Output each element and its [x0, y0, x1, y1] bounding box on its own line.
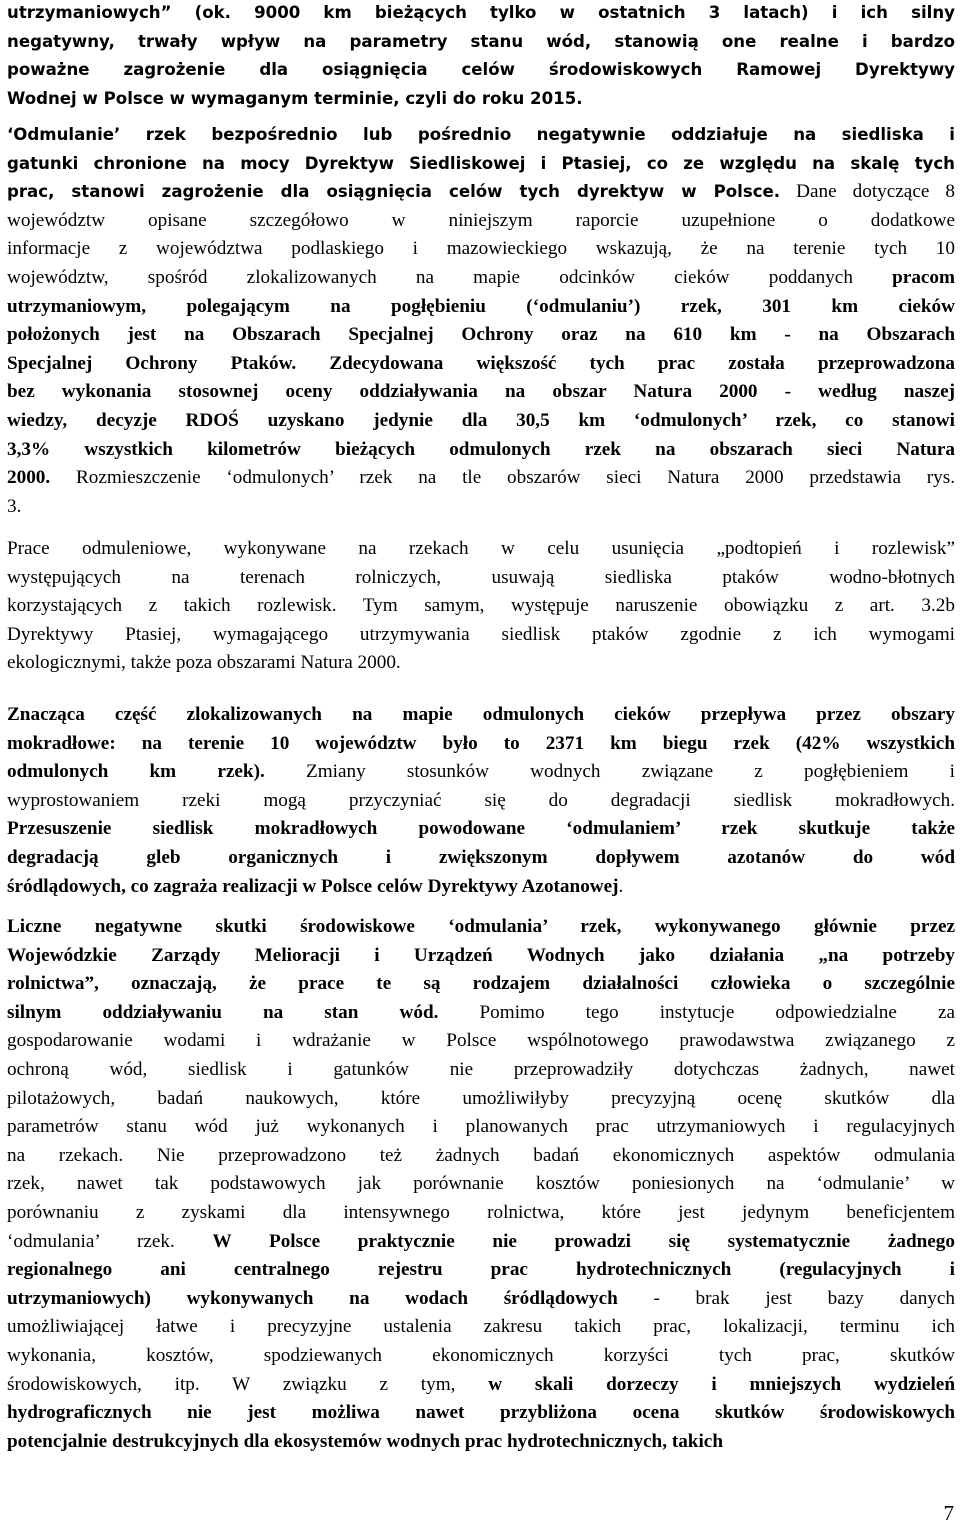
- text-run: poważne zagrożenie dla osiągnięcia celów środowiskowych Ramowej Dyrektywy: [7, 60, 955, 80]
- text-line: [7, 592, 955, 621]
- page-number: 7: [943, 1501, 954, 1525]
- text-run: gatunki chronione na mocy Dyrektyw Siedliskowej i Ptasiej, co ze względu na skalę tych: [7, 153, 955, 173]
- text-line: [7, 1113, 955, 1142]
- text-run: rzek, nawet tak podstawowych jak porównanie kosztów poniesionych na ‘odmulanie’ w: [7, 1173, 955, 1195]
- text-line: [7, 942, 955, 971]
- text-run: potencjalnie destrukcyjnych dla ekosystemów wodnych prac hydrotechnicznych, takich: [7, 1430, 723, 1452]
- text-run: umożliwiającej łatwe i precyzyjne ustalenia zakresu takich prac, lokalizacji, terminu ich: [7, 1316, 955, 1338]
- text-line: [7, 178, 955, 207]
- text-line: [7, 758, 955, 787]
- text-line: [7, 85, 955, 114]
- text-run: odmulonych km rzek).: [7, 761, 265, 783]
- text-run: na rzekach. Nie przeprowadzono też żadnych badań ekonomicznych aspektów odmulania: [7, 1144, 955, 1166]
- text-run: Prace odmuleniowe, wykonywane na rzekach w celu usunięcia „podtopień i rozlewisk”: [7, 538, 955, 559]
- text-run: ochroną wód, siedlisk i gatunków nie przeprowadziły dotychczas żadnych, nawet: [7, 1059, 955, 1080]
- text-line: [7, 844, 955, 873]
- text-line: [7, 621, 955, 650]
- text-line: [7, 1027, 955, 1056]
- text-run: bez wykonania stosownej oceny oddziaływania na obszar Natura 2000 - według naszej: [7, 381, 955, 403]
- text-run: silnym oddziaływaniu na stan wód.: [7, 1001, 439, 1023]
- text-line: [7, 1228, 955, 1257]
- text-line: [7, 436, 955, 465]
- text-line: [7, 1170, 955, 1199]
- text-run: Wojewódzkie Zarządy Melioracji i Urządzeń Wodnych jako działania „na potrzeby: [7, 944, 955, 966]
- text-run: Dyrektywy Ptasiej, wymagającego utrzymywania siedlisk ptaków zgodnie z ich wymogami: [7, 623, 955, 645]
- text-run: hydrograficznych nie jest możliwa nawet przybliżona ocena skutków środowiskowych: [7, 1402, 955, 1424]
- text-run: regionalnego ani centralnego rejestru prac hydrotechnicznych (regulacyjnych i: [7, 1259, 955, 1281]
- text-line: [7, 293, 955, 322]
- text-run: pracom: [892, 267, 955, 288]
- text-run: W Polsce praktycznie nie prowadzi się systematycznie żadnego: [212, 1230, 955, 1252]
- text-run: ‘Odmulanie’ rzek bezpośrednio lub pośrednio negatywnie oddziałuje na siedliska i: [7, 125, 955, 144]
- text-line: [7, 407, 955, 436]
- text-run: parametrów stanu wód już wykonanych i planowanych prac utrzymaniowych i regulacyjnych: [7, 1116, 955, 1138]
- text-line: [7, 121, 955, 150]
- text-line: [7, 0, 955, 28]
- text-line: [7, 464, 955, 493]
- text-run: w skali dorzeczy i mniejszych wydzieleń: [488, 1373, 955, 1395]
- text-run: wiedzy, decyzje RDOŚ uzyskano jedynie dla 30,5 km ‘odmulonych’ rzek, co stanowi: [7, 410, 955, 431]
- text-run: porównaniu z zyskami dla intensywnego rolnictwa, które jest jedynym beneficjentem: [7, 1202, 955, 1223]
- text-run: pilotażowych, badań naukowych, które umożliwiłyby precyzyjną ocenę skutków dla: [7, 1087, 955, 1109]
- text-line: [7, 1399, 955, 1428]
- text-line: [7, 1199, 955, 1228]
- text-run: Specjalnej Ochrony Ptaków.: [7, 352, 297, 374]
- text-run: Zmiany stosunków wodnych związane z pogłębieniem i: [264, 761, 955, 783]
- text-line: [7, 730, 955, 759]
- text-line: [7, 535, 955, 564]
- text-run: województw opisane szczegółowo w niniejszym raporcie uzupełnione o dodatkowe: [7, 209, 955, 231]
- text-line: [7, 787, 955, 816]
- text-run: rolnictwa”, oznaczają, że prace te są rodzajem działalności człowieka o szczególnie: [7, 973, 955, 995]
- text-line: [7, 1285, 955, 1314]
- text-run: Znacząca część zlokalizowanych na mapie odmulonych cieków przepływa przez obszary: [7, 704, 955, 725]
- text-line: [7, 493, 955, 522]
- text-run: negatywny, trwały wpływ na parametry stanu wód, stanowią one realne i bardzo: [7, 31, 955, 51]
- text-run: śródlądowych, co zagraża realizacji w Polsce celów Dyrektywy Azotanowej: [7, 875, 619, 897]
- text-run: ‘odmulania’ rzek.: [7, 1230, 213, 1252]
- text-line: [7, 1056, 955, 1085]
- text-line: [7, 1142, 955, 1171]
- text-line: [7, 28, 955, 57]
- text-line: [7, 235, 955, 264]
- text-line: [7, 207, 955, 236]
- text-run: 2000.: [7, 467, 51, 489]
- text-run: gospodarowanie wodami i wdrażanie w Polsce wspólnotowego prawodawstwa związanego z: [7, 1030, 955, 1052]
- text-line: [7, 378, 955, 407]
- text-run: 3.: [7, 495, 22, 517]
- text-run: informacje z województwa podlaskiego i mazowieckiego wskazują, że na terenie tych 10: [7, 238, 955, 260]
- text-line: [7, 264, 955, 293]
- text-line: [7, 1371, 955, 1400]
- text-line: [7, 649, 955, 678]
- text-run: położonych jest na Obszarach Specjalnej Ochrony oraz na 610 km - na Obszarach: [7, 324, 955, 346]
- text-line: [7, 815, 955, 844]
- text-run: mokradłowe: na terenie 10 województw było to 2371 km biegu rzek (42% wszystkich: [7, 732, 955, 754]
- text-run: występujących na terenach rolniczych, usuwają siedliska ptaków wodno-błotnych: [7, 566, 955, 588]
- text-run: degradacją gleb organicznych i zwiększonym dopływem azotanów do wód: [7, 847, 955, 868]
- text-run: 3,3% wszystkich kilometrów bieżących odmulonych rzek na obszarach sieci Natura: [7, 438, 955, 460]
- text-line: [7, 913, 955, 942]
- text-run: Przesuszenie siedlisk mokradłowych powodowane ‘odmulaniem’ rzek skutkuje także: [7, 818, 955, 840]
- text-line: [7, 1313, 955, 1342]
- text-line: [7, 873, 955, 902]
- text-line: [7, 1342, 955, 1371]
- text-line: [7, 701, 955, 730]
- text-run: utrzymaniowych) wykonywanych na wodach śródlądowych: [7, 1287, 618, 1309]
- text-run: wyprostowaniem rzeki mogą przyczyniać się do degradacji siedlisk mokradłowych.: [7, 789, 955, 811]
- text-line: [7, 1085, 955, 1114]
- text-line: [7, 1256, 955, 1285]
- text-run: - brak jest bazy danych: [617, 1287, 955, 1309]
- text-line: [7, 150, 955, 179]
- text-run: Zdecydowana większość tych prac została przeprowadzona: [296, 352, 955, 374]
- text-run: Dane dotyczące 8: [780, 181, 955, 203]
- text-run: korzystających z takich rozlewisk. Tym samym, występuje naruszenie obowiązku z art. 3.2b: [7, 595, 955, 617]
- text-run: ekologicznymi, także poza obszarami Natura 2000.: [7, 652, 401, 674]
- text-line: [7, 56, 955, 85]
- text-run: Rozmieszczenie ‘odmulonych’ rzek na tle obszarów sieci Natura 2000 przedstawia rys.: [50, 467, 955, 489]
- text-line: [7, 999, 955, 1028]
- text-line: [7, 321, 955, 350]
- text-run: Wodnej w Polsce w wymaganym terminie, czyli do roku 2015.: [7, 88, 583, 108]
- text-run: utrzymaniowych” (ok. 9000 km bieżących tylko w ostatnich 3 latach) i ich silny: [7, 3, 955, 22]
- text-run: .: [618, 875, 624, 897]
- text-line: [7, 350, 955, 379]
- text-line: [7, 564, 955, 593]
- text-run: utrzymaniowym, polegającym na pogłębieniu (‘odmulaniu’) rzek, 301 km cieków: [7, 295, 955, 317]
- text-run: Pomimo tego instytucje odpowiedzialne za: [438, 1001, 955, 1023]
- text-run: środowiskowych, itp. W związku z tym,: [7, 1373, 489, 1395]
- text-run: wykonania, kosztów, spodziewanych ekonomicznych korzyści tych prac, skutków: [7, 1345, 955, 1366]
- text-run: prac, stanowi zagrożenie dla osiągnięcia celów tych dyrektyw w Polsce.: [7, 182, 781, 202]
- text-line: [7, 1428, 955, 1457]
- text-run: województw, spośród zlokalizowanych na mapie odcinków cieków poddanych: [7, 267, 893, 288]
- text-line: [7, 970, 955, 999]
- text-run: Liczne negatywne skutki środowiskowe ‘odmulania’ rzek, wykonywanego głównie przez: [7, 916, 955, 937]
